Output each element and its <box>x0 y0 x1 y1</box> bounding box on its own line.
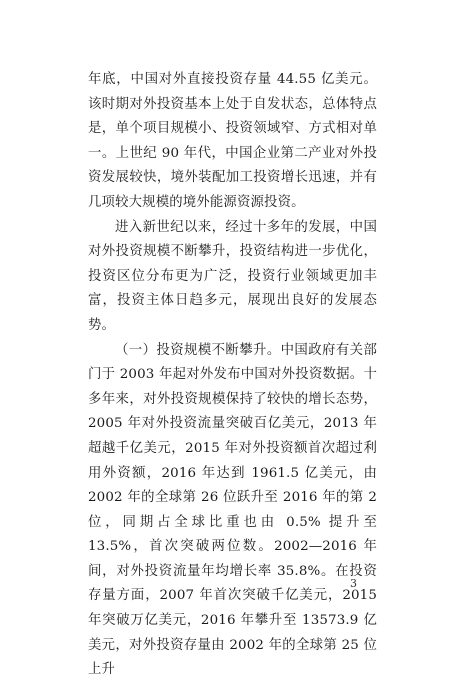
page-number: 3 <box>350 577 357 590</box>
paragraph-2: 进入新世纪以来，经过十多年的发展，中国对外投资规模不断攀升，投资结构进一步优化，投资区位分布更为广泛，投资行业领域更加丰富，投资主体日趋多元，展现出良好的发展态势。 <box>88 219 377 333</box>
paragraph-3: （一）投资规模不断攀升。中国政府有关部门于 2003 年起对外发布中国对外投资数据。十多年来，对外投资规模保持了较快的增长态势，2005 年对外投资流量突破百亿美元，2013 年超越千亿美元，2015 年对外投资额首次超过利用外资额，2016 年达到 1961.5 亿美元，由 2002 年的全球第 26 位跃升至 2016 年的第 2 位，同期占全球比重也由 0.5% 提升至 13.5%，首次突破两位数。2002—2016 年间，对外投资流量年均增长率 35.8%。在投资存量方面，2007 年首次突破千亿美元，2015 年突破万亿美元，2016 年攀升至 13573.9 亿美元，对外投资存量由 2002 年的全球第 25 位上升 <box>88 342 377 678</box>
paragraph-1: 年底，中国对外直接投资存量 44.55 亿美元。该时期对外投资基本上处于自发状态，总体特点是，单个项目规模小、投资领域窄、方式相对单一。上世纪 90 年代，中国企业第二产业对外投资发展较快，境外装配加工投资增长迅速，并有几项较大规模的境外能源资源投资。 <box>88 72 377 210</box>
body-text <box>88 68 377 683</box>
